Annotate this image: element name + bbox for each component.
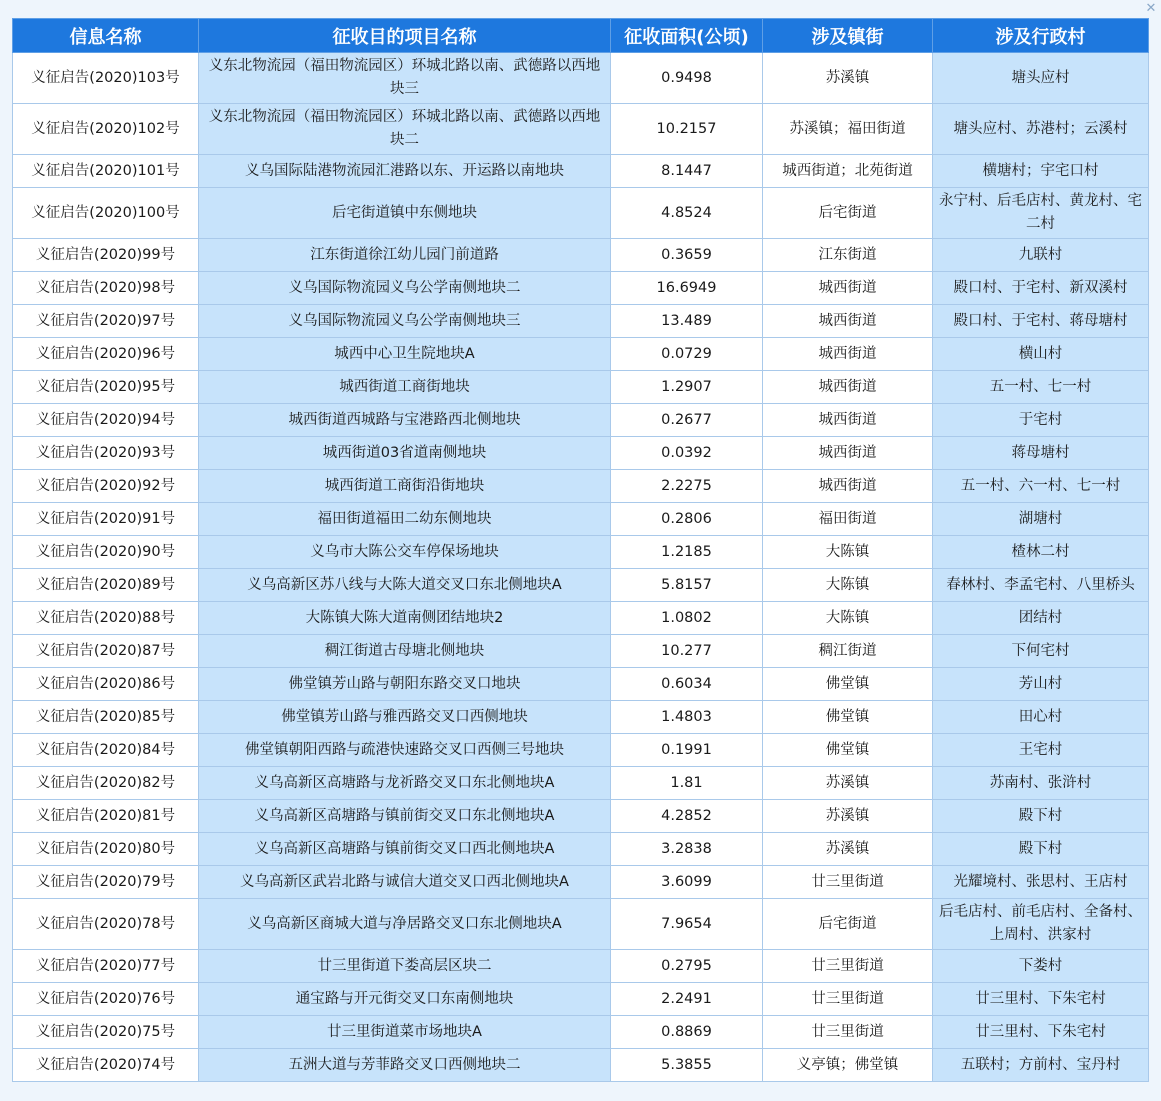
cell-area: 13.489 [611, 305, 763, 338]
cell-project-name: 义乌高新区商城大道与净居路交叉口东北侧地块A [199, 899, 611, 950]
table-row [13, 155, 1149, 188]
cell-town: 苏溪镇；福田街道 [763, 104, 933, 155]
cell-info-name: 义征启告(2020)95号 [13, 371, 199, 404]
table-row [13, 1016, 1149, 1049]
cell-project-name: 义乌高新区苏八线与大陈大道交叉口东北侧地块A [199, 569, 611, 602]
cell-village: 永宁村、后毛店村、黄龙村、宅二村 [933, 188, 1149, 239]
cell-project-name: 江东街道徐江幼儿园门前道路 [199, 239, 611, 272]
close-icon[interactable]: ✕ [1145, 1, 1157, 16]
cell-village: 廿三里村、下朱宅村 [933, 983, 1149, 1016]
cell-village: 殿下村 [933, 833, 1149, 866]
cell-area: 3.2838 [611, 833, 763, 866]
table-row [13, 437, 1149, 470]
cell-village: 横塘村；宇宅口村 [933, 155, 1149, 188]
cell-project-name: 大陈镇大陈大道南侧团结地块2 [199, 602, 611, 635]
cell-town: 廿三里街道 [763, 983, 933, 1016]
cell-village: 五一村、七一村 [933, 371, 1149, 404]
header-project-name: 征收目的项目名称 [199, 19, 611, 53]
table-row [13, 833, 1149, 866]
cell-village: 田心村 [933, 701, 1149, 734]
header-village: 涉及行政村 [933, 19, 1149, 53]
cell-town: 城西街道 [763, 404, 933, 437]
table-row [13, 800, 1149, 833]
cell-town: 苏溪镇 [763, 53, 933, 104]
cell-project-name: 佛堂镇朝阳西路与疏港快速路交叉口西侧三号地块 [199, 734, 611, 767]
cell-project-name: 佛堂镇芳山路与朝阳东路交叉口地块 [199, 668, 611, 701]
cell-village: 塘头应村、苏港村；云溪村 [933, 104, 1149, 155]
table-row [13, 53, 1149, 104]
cell-project-name: 稠江街道古母塘北侧地块 [199, 635, 611, 668]
cell-info-name: 义征启告(2020)77号 [13, 950, 199, 983]
cell-project-name: 义乌市大陈公交车停保场地块 [199, 536, 611, 569]
cell-info-name: 义征启告(2020)99号 [13, 239, 199, 272]
table-row [13, 239, 1149, 272]
table-row [13, 734, 1149, 767]
cell-info-name: 义征启告(2020)91号 [13, 503, 199, 536]
cell-town: 廿三里街道 [763, 950, 933, 983]
table-row [13, 701, 1149, 734]
cell-village: 下何宅村 [933, 635, 1149, 668]
cell-info-name: 义征启告(2020)94号 [13, 404, 199, 437]
cell-project-name: 福田街道福田二幼东侧地块 [199, 503, 611, 536]
cell-village: 塘头应村 [933, 53, 1149, 104]
cell-area: 2.2491 [611, 983, 763, 1016]
cell-area: 7.9654 [611, 899, 763, 950]
cell-village: 湖塘村 [933, 503, 1149, 536]
cell-info-name: 义征启告(2020)100号 [13, 188, 199, 239]
cell-project-name: 廿三里街道下娄高层区块二 [199, 950, 611, 983]
cell-info-name: 义征启告(2020)84号 [13, 734, 199, 767]
table-row [13, 635, 1149, 668]
cell-village: 于宅村 [933, 404, 1149, 437]
cell-town: 城西街道 [763, 272, 933, 305]
cell-town: 佛堂镇 [763, 734, 933, 767]
cell-project-name: 义乌高新区高塘路与龙祈路交叉口东北侧地块A [199, 767, 611, 800]
cell-project-name: 五洲大道与芳菲路交叉口西侧地块二 [199, 1049, 611, 1082]
table-header [13, 19, 1149, 53]
cell-area: 0.3659 [611, 239, 763, 272]
cell-area: 1.2907 [611, 371, 763, 404]
cell-area: 4.8524 [611, 188, 763, 239]
cell-area: 0.2795 [611, 950, 763, 983]
table-row [13, 899, 1149, 950]
cell-area: 16.6949 [611, 272, 763, 305]
cell-area: 4.2852 [611, 800, 763, 833]
cell-info-name: 义征启告(2020)81号 [13, 800, 199, 833]
table-row [13, 503, 1149, 536]
header-area: 征收面积(公顷) [611, 19, 763, 53]
cell-info-name: 义征启告(2020)87号 [13, 635, 199, 668]
cell-town: 大陈镇 [763, 536, 933, 569]
cell-town: 城西街道 [763, 437, 933, 470]
cell-info-name: 义征启告(2020)76号 [13, 983, 199, 1016]
cell-town: 廿三里街道 [763, 866, 933, 899]
table-row [13, 272, 1149, 305]
cell-area: 0.9498 [611, 53, 763, 104]
cell-project-name: 城西街道西城路与宝港路西北侧地块 [199, 404, 611, 437]
cell-area: 0.2806 [611, 503, 763, 536]
cell-village: 芳山村 [933, 668, 1149, 701]
cell-area: 1.81 [611, 767, 763, 800]
cell-project-name: 后宅街道镇中东侧地块 [199, 188, 611, 239]
table-row [13, 1049, 1149, 1082]
cell-town: 佛堂镇 [763, 668, 933, 701]
cell-info-name: 义征启告(2020)79号 [13, 866, 199, 899]
cell-town: 城西街道 [763, 338, 933, 371]
cell-village: 九联村 [933, 239, 1149, 272]
cell-village: 殿下村 [933, 800, 1149, 833]
cell-project-name: 义乌高新区武岩北路与诚信大道交叉口西北侧地块A [199, 866, 611, 899]
cell-town: 后宅街道 [763, 899, 933, 950]
cell-info-name: 义征启告(2020)90号 [13, 536, 199, 569]
cell-info-name: 义征启告(2020)89号 [13, 569, 199, 602]
cell-project-name: 义东北物流园（福田物流园区）环城北路以南、武德路以西地块三 [199, 53, 611, 104]
table-row [13, 569, 1149, 602]
cell-info-name: 义征启告(2020)74号 [13, 1049, 199, 1082]
table-row [13, 371, 1149, 404]
cell-project-name: 廿三里街道菜市场地块A [199, 1016, 611, 1049]
cell-project-name: 城西街道03省道南侧地块 [199, 437, 611, 470]
cell-town: 江东街道 [763, 239, 933, 272]
cell-project-name: 义乌高新区高塘路与镇前街交叉口西北侧地块A [199, 833, 611, 866]
cell-village: 王宅村 [933, 734, 1149, 767]
cell-info-name: 义征启告(2020)96号 [13, 338, 199, 371]
cell-project-name: 义乌国际物流园义乌公学南侧地块三 [199, 305, 611, 338]
cell-project-name: 义乌国际陆港物流园汇港路以东、开运路以南地块 [199, 155, 611, 188]
cell-town: 福田街道 [763, 503, 933, 536]
cell-info-name: 义征启告(2020)102号 [13, 104, 199, 155]
cell-village: 后毛店村、前毛店村、全备村、上周村、洪家村 [933, 899, 1149, 950]
cell-village: 殿口村、于宅村、蒋母塘村 [933, 305, 1149, 338]
cell-town: 城西街道 [763, 305, 933, 338]
cell-info-name: 义征启告(2020)80号 [13, 833, 199, 866]
table-row [13, 404, 1149, 437]
cell-project-name: 义乌高新区高塘路与镇前街交叉口东北侧地块A [199, 800, 611, 833]
table-row [13, 767, 1149, 800]
table-row [13, 866, 1149, 899]
cell-area: 3.6099 [611, 866, 763, 899]
table-row [13, 668, 1149, 701]
cell-town: 廿三里街道 [763, 1016, 933, 1049]
cell-village: 下娄村 [933, 950, 1149, 983]
cell-project-name: 义乌国际物流园义乌公学南侧地块二 [199, 272, 611, 305]
cell-town: 后宅街道 [763, 188, 933, 239]
cell-village: 楂林二村 [933, 536, 1149, 569]
cell-town: 苏溪镇 [763, 800, 933, 833]
cell-info-name: 义征启告(2020)82号 [13, 767, 199, 800]
cell-info-name: 义征启告(2020)101号 [13, 155, 199, 188]
cell-town: 苏溪镇 [763, 767, 933, 800]
cell-town: 大陈镇 [763, 602, 933, 635]
cell-village: 横山村 [933, 338, 1149, 371]
header-town: 涉及镇街 [763, 19, 933, 53]
table-row [13, 470, 1149, 503]
cell-town: 大陈镇 [763, 569, 933, 602]
cell-village: 殿口村、于宅村、新双溪村 [933, 272, 1149, 305]
cell-village: 苏南村、张浒村 [933, 767, 1149, 800]
cell-area: 5.8157 [611, 569, 763, 602]
cell-info-name: 义征启告(2020)98号 [13, 272, 199, 305]
cell-town: 苏溪镇 [763, 833, 933, 866]
cell-info-name: 义征启告(2020)93号 [13, 437, 199, 470]
table-row [13, 338, 1149, 371]
cell-area: 0.6034 [611, 668, 763, 701]
cell-project-name: 城西街道工商街沿街地块 [199, 470, 611, 503]
table-row [13, 602, 1149, 635]
cell-area: 10.277 [611, 635, 763, 668]
cell-area: 0.0392 [611, 437, 763, 470]
cell-area: 0.0729 [611, 338, 763, 371]
cell-village: 春林村、李孟宅村、八里桥头 [933, 569, 1149, 602]
cell-town: 城西街道；北苑街道 [763, 155, 933, 188]
cell-village: 光耀境村、张思村、王店村 [933, 866, 1149, 899]
cell-village: 五联村；方前村、宝丹村 [933, 1049, 1149, 1082]
cell-area: 1.0802 [611, 602, 763, 635]
cell-project-name: 城西中心卫生院地块A [199, 338, 611, 371]
cell-area: 10.2157 [611, 104, 763, 155]
cell-info-name: 义征启告(2020)75号 [13, 1016, 199, 1049]
land-expropriation-table [12, 18, 1149, 1082]
table-row [13, 188, 1149, 239]
cell-area: 1.2185 [611, 536, 763, 569]
cell-project-name: 城西街道工商街地块 [199, 371, 611, 404]
cell-info-name: 义征启告(2020)92号 [13, 470, 199, 503]
cell-village: 五一村、六一村、七一村 [933, 470, 1149, 503]
header-row [13, 19, 1149, 53]
cell-town: 城西街道 [763, 371, 933, 404]
cell-village: 团结村 [933, 602, 1149, 635]
cell-town: 城西街道 [763, 470, 933, 503]
cell-area: 0.8869 [611, 1016, 763, 1049]
cell-info-name: 义征启告(2020)78号 [13, 899, 199, 950]
cell-area: 0.1991 [611, 734, 763, 767]
table-row [13, 983, 1149, 1016]
table-body [13, 53, 1149, 1082]
cell-area: 0.2677 [611, 404, 763, 437]
cell-info-name: 义征启告(2020)103号 [13, 53, 199, 104]
cell-town: 佛堂镇 [763, 701, 933, 734]
cell-village: 蒋母塘村 [933, 437, 1149, 470]
cell-project-name: 义东北物流园（福田物流园区）环城北路以南、武德路以西地块二 [199, 104, 611, 155]
table-row [13, 536, 1149, 569]
table-row [13, 305, 1149, 338]
cell-area: 5.3855 [611, 1049, 763, 1082]
cell-info-name: 义征启告(2020)88号 [13, 602, 199, 635]
header-info-name: 信息名称 [13, 19, 199, 53]
cell-project-name: 通宝路与开元街交叉口东南侧地块 [199, 983, 611, 1016]
cell-area: 1.4803 [611, 701, 763, 734]
cell-town: 义亭镇；佛堂镇 [763, 1049, 933, 1082]
cell-project-name: 佛堂镇芳山路与雅西路交叉口西侧地块 [199, 701, 611, 734]
cell-info-name: 义征启告(2020)85号 [13, 701, 199, 734]
cell-village: 廿三里村、下朱宅村 [933, 1016, 1149, 1049]
cell-info-name: 义征启告(2020)97号 [13, 305, 199, 338]
cell-area: 2.2275 [611, 470, 763, 503]
table-row [13, 950, 1149, 983]
table-row [13, 104, 1149, 155]
cell-town: 稠江街道 [763, 635, 933, 668]
cell-info-name: 义征启告(2020)86号 [13, 668, 199, 701]
cell-area: 8.1447 [611, 155, 763, 188]
